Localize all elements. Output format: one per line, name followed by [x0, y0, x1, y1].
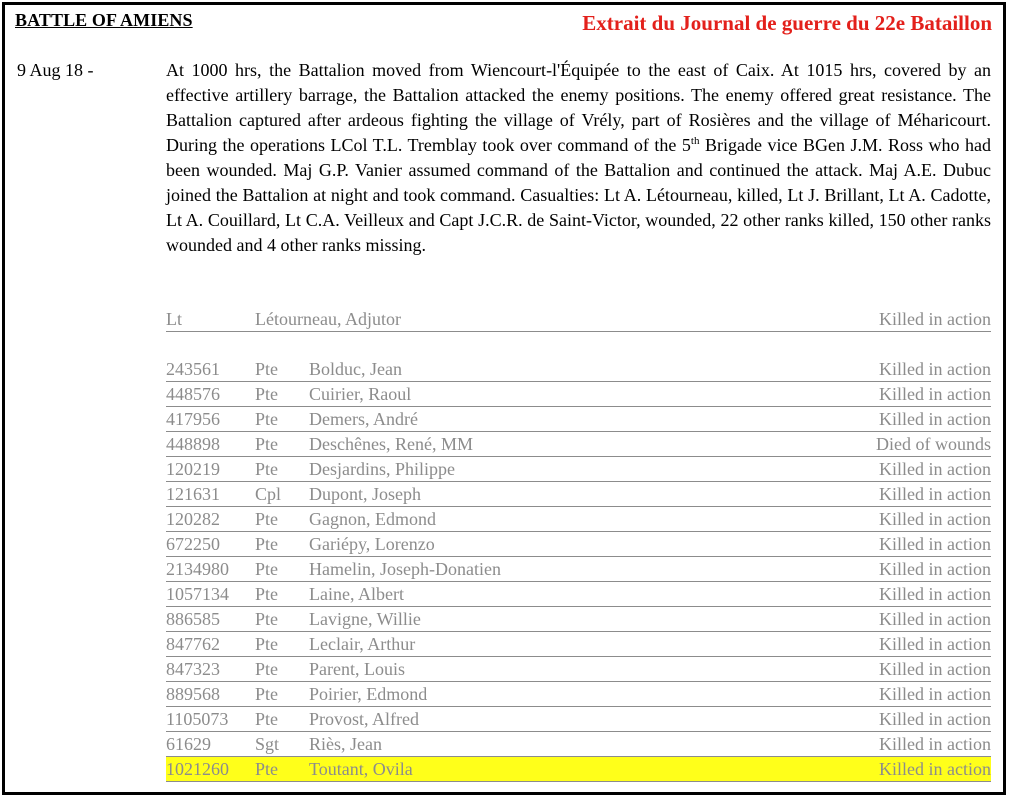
officer-status: Killed in action	[879, 309, 991, 329]
casualty-row	[166, 382, 991, 407]
rank: Sgt	[255, 734, 280, 754]
casualty-status: Killed in action	[879, 359, 991, 379]
service-number: 120219	[166, 459, 220, 479]
soldier-name: Bolduc, Jean	[309, 359, 402, 379]
casualty-status: Killed in action	[879, 609, 991, 629]
rank: Cpl	[255, 484, 282, 504]
soldier-name: Deschênes, René, MM	[309, 434, 473, 454]
casualty-status: Killed in action	[879, 484, 991, 504]
service-number: 243561	[166, 359, 220, 379]
rank: Pte	[255, 559, 279, 579]
soldier-name: Riès, Jean	[309, 734, 382, 754]
page-title: BATTLE OF AMIENS	[15, 10, 193, 30]
soldier-name: Gagnon, Edmond	[309, 509, 436, 529]
rank: Pte	[255, 609, 279, 629]
casualty-status: Killed in action	[879, 534, 991, 554]
service-number: 1057134	[166, 584, 229, 604]
casualty-row	[166, 682, 991, 707]
casualty-status: Killed in action	[879, 759, 991, 779]
soldier-name: Leclair, Arthur	[309, 634, 416, 654]
rank: Pte	[255, 759, 279, 779]
casualty-row	[166, 557, 991, 582]
narrative-text-part2: Brigade vice BGen J.M. Ross who had been wounded. Maj G.P. Vanier assumed command of the Battalion and continued the attack. Maj A.E. Dubuc joined the Battalion at night and took command. Casualties: Lt A. Létourneau, killed, Lt J. Brillant, Lt A. Cadotte, Lt A. Couillard, Lt C.A. Veilleux and Capt J.C.R. de Saint-Victor, wounded, 22 other ranks killed, 150 other ranks wounded and 4 other ranks missing.	[166, 135, 991, 255]
casualty-status: Killed in action	[879, 734, 991, 754]
casualty-status: Killed in action	[879, 584, 991, 604]
casualty-status: Killed in action	[879, 634, 991, 654]
soldier-name: Gariépy, Lorenzo	[309, 534, 435, 554]
casualty-row	[166, 707, 991, 732]
casualty-row	[166, 357, 991, 382]
casualty-row-highlighted	[166, 757, 991, 782]
rank: Pte	[255, 384, 279, 404]
casualty-row	[166, 457, 991, 482]
rank: Pte	[255, 534, 279, 554]
rank: Pte	[255, 584, 279, 604]
casualty-status: Killed in action	[879, 684, 991, 704]
soldier-name: Hamelin, Joseph-Donatien	[309, 559, 501, 579]
casualty-row	[166, 432, 991, 457]
rank: Pte	[255, 409, 279, 429]
casualty-row	[166, 532, 991, 557]
casualty-row	[166, 657, 991, 682]
service-number: 1105073	[166, 709, 229, 729]
officer-row	[166, 307, 991, 332]
officer-rank: Lt	[166, 309, 182, 329]
service-number: 847323	[166, 659, 220, 679]
soldier-name: Dupont, Joseph	[309, 484, 421, 504]
service-number: 1021260	[166, 759, 229, 779]
soldier-name: Desjardins, Philippe	[309, 459, 455, 479]
soldier-name: Poirier, Edmond	[309, 684, 428, 704]
casualty-status: Killed in action	[879, 409, 991, 429]
narrative-superscript: th	[690, 135, 700, 147]
rank: Pte	[255, 359, 279, 379]
entry-date: 9 Aug 18 -	[17, 60, 94, 80]
casualty-row	[166, 582, 991, 607]
service-number: 889568	[166, 684, 220, 704]
casualty-row	[166, 507, 991, 532]
casualty-status: Killed in action	[879, 709, 991, 729]
entry-narrative	[166, 58, 991, 258]
soldier-name: Lavigne, Willie	[309, 609, 421, 629]
casualty-status: Died of wounds	[876, 434, 991, 454]
service-number: 2134980	[166, 559, 229, 579]
service-number: 120282	[166, 509, 220, 529]
casualty-row	[166, 732, 991, 757]
soldier-name: Cuirier, Raoul	[309, 384, 412, 404]
service-number: 61629	[166, 734, 211, 754]
soldier-name: Demers, André	[309, 409, 418, 429]
rank: Pte	[255, 709, 279, 729]
rank: Pte	[255, 434, 279, 454]
rank: Pte	[255, 659, 279, 679]
casualty-status: Killed in action	[879, 659, 991, 679]
rank: Pte	[255, 509, 279, 529]
soldier-name: Laine, Albert	[309, 584, 404, 604]
service-number: 847762	[166, 634, 220, 654]
rank: Pte	[255, 634, 279, 654]
service-number: 672250	[166, 534, 220, 554]
casualty-row	[166, 482, 991, 507]
soldier-name: Parent, Louis	[309, 659, 405, 679]
soldier-name: Toutant, Ovila	[309, 759, 413, 779]
officer-name: Létourneau, Adjutor	[255, 309, 401, 329]
service-number: 417956	[166, 409, 220, 429]
casualty-status: Killed in action	[879, 459, 991, 479]
soldier-name: Provost, Alfred	[309, 709, 419, 729]
casualty-row	[166, 607, 991, 632]
rank: Pte	[255, 684, 279, 704]
rank: Pte	[255, 459, 279, 479]
service-number: 121631	[166, 484, 220, 504]
source-title: Extrait du Journal de guerre du 22e Bataillon	[582, 11, 992, 35]
casualty-status: Killed in action	[879, 509, 991, 529]
service-number: 448576	[166, 384, 220, 404]
casualty-status: Killed in action	[879, 559, 991, 579]
casualty-row	[166, 632, 991, 657]
service-number: 448898	[166, 434, 220, 454]
narrative-text-part1: At 1000 hrs, the Battalion moved from Wiencourt-l'Équipée to the east of Caix. At 1015 hrs, covered by an effective artillery barrage, the Battalion attacked the enemy positions. The enemy offered great resistance. The Battalion captured after ardeous fighting the village of Vrély, part of Rosières and the village of Méharicourt. During the operations LCol T.L. Tremblay took over command of the 5	[166, 60, 991, 155]
service-number: 886585	[166, 609, 220, 629]
casualty-status: Killed in action	[879, 384, 991, 404]
casualty-row	[166, 407, 991, 432]
